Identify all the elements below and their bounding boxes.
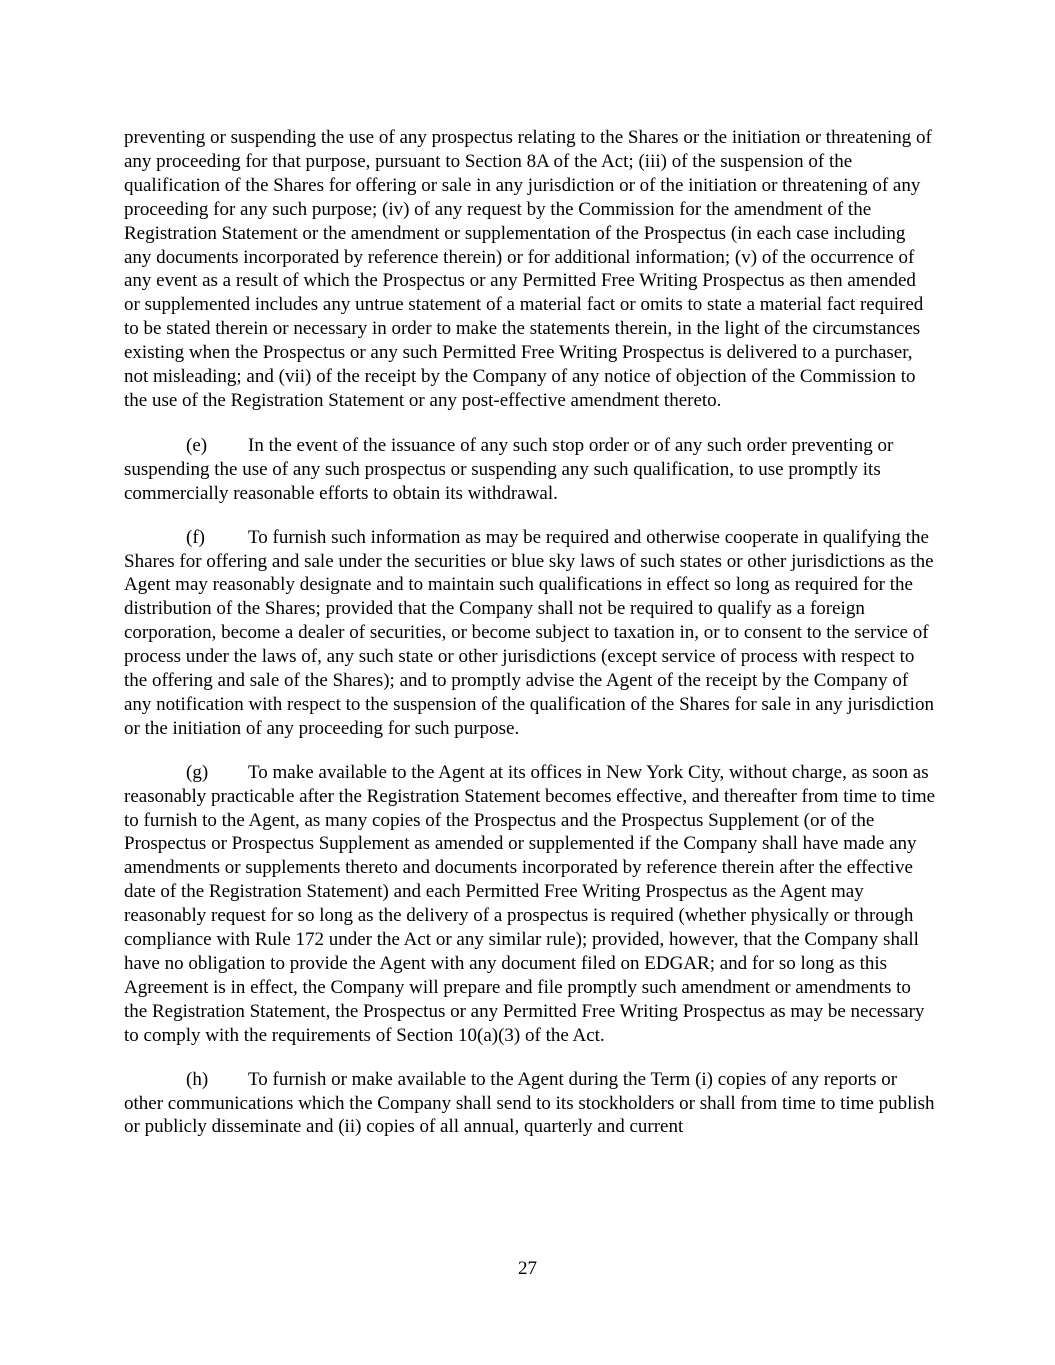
page-number: 27 bbox=[518, 1258, 537, 1279]
section-g-text: To make available to the Agent at its offices in New York City, without charge, as soon as reasonably practicable after the Registration Statement becomes effective, and thereafter from time to time to furnish to the Agent, as many copies of the Prospectus and the Prospectus Supplement (or of the Prospectus or Prospectus Supplement as amended or supplemented if the Company shall have made any amendments or supplements thereto and documents incorporated by reference therein after the effective date of the Registration Statement) and each Permitted Free Writing Prospectus as the Agent may reasonably request for so long as the delivery of a prospectus is required (whether physically or through compliance with Rule 172 under the Act or any similar rule); provided, however, that the Company shall have no obligation to provide the Agent with any document filed on EDGAR; and for so long as this Agreement is in effect, the Company will prepare and file promptly such amendment or amendments to the Registration Statement, the Prospectus or any Permitted Free Writing Prospectus as may be necessary to comply with the requirements of Section 10(a)(3) of the Act. bbox=[124, 761, 936, 1046]
section-h-label: (h) bbox=[186, 1068, 209, 1090]
section-h-text: To furnish or make available to the Agent during the Term (i) copies of any reports or other communications which the Company shall send to its stockholders or shall from time to time publish or publicly disseminate and (ii) copies of all annual, quarterly and current bbox=[124, 1068, 935, 1138]
document-page bbox=[124, 126, 936, 1159]
section-e-label: (e) bbox=[186, 434, 208, 456]
section-f-text: To furnish such information as may be required and otherwise cooperate in qualifying the Shares for offering and sale under the securities or blue sky laws of such states or other jurisdictions as the Agent may reasonably designate and to maintain such qualifications in effect so long as required for the distribution of the Shares; provided that the Company shall not be required to qualify as a foreign corporation, become a dealer of securities, or become subject to taxation in, or to consent to the service of process under the laws of, any such state or other jurisdictions (except service of process with respect to the offering and sale of the Shares); and to promptly advise the Agent of the receipt by the Company of any notification with respect to the suspension of the qualification of the Shares for sale in any jurisdiction or the initiation of any proceeding for such purpose. bbox=[124, 526, 934, 739]
section-g-paragraph bbox=[124, 761, 936, 1048]
continuation-paragraph: preventing or suspending the use of any prospectus relating to the Shares or the initiation or threatening of any proceeding for that purpose, pursuant to Section 8A of the Act; (iii) of the suspension of the qualification of the Shares for offering or sale in any jurisdiction or of the initiation or threatening of any proceeding for any such purpose; (iv) of any request by the Commission for the amendment of the Registration Statement or the amendment or supplementation of the Prospectus (in each case including any documents incorporated by reference therein) or for additional information; (v) of the occurrence of any event as a result of which the Prospectus or any Permitted Free Writing Prospectus as then amended or supplemented includes any untrue statement of a material fact or omits to state a material fact required to be stated therein or necessary in order to make the statements therein, in the light of the circumstances existing when the Prospectus or any such Permitted Free Writing Prospectus is delivered to a purchaser, not misleading; and (vii) of the receipt by the Company of any notice of objection of the Commission to the use of the Registration Statement or any post-effective amendment thereto. bbox=[124, 127, 932, 411]
section-h-paragraph bbox=[124, 1068, 936, 1140]
section-f-paragraph bbox=[124, 526, 936, 741]
section-e-text: In the event of the issuance of any such stop order or of any such order preventing or suspending the use of any such prospectus or suspending any such qualification, to use promptly its commercially reasonable efforts to obtain its withdrawal. bbox=[124, 434, 894, 504]
section-e-paragraph bbox=[124, 434, 936, 506]
section-g-label: (g) bbox=[186, 761, 209, 783]
section-f-label: (f) bbox=[186, 526, 205, 548]
